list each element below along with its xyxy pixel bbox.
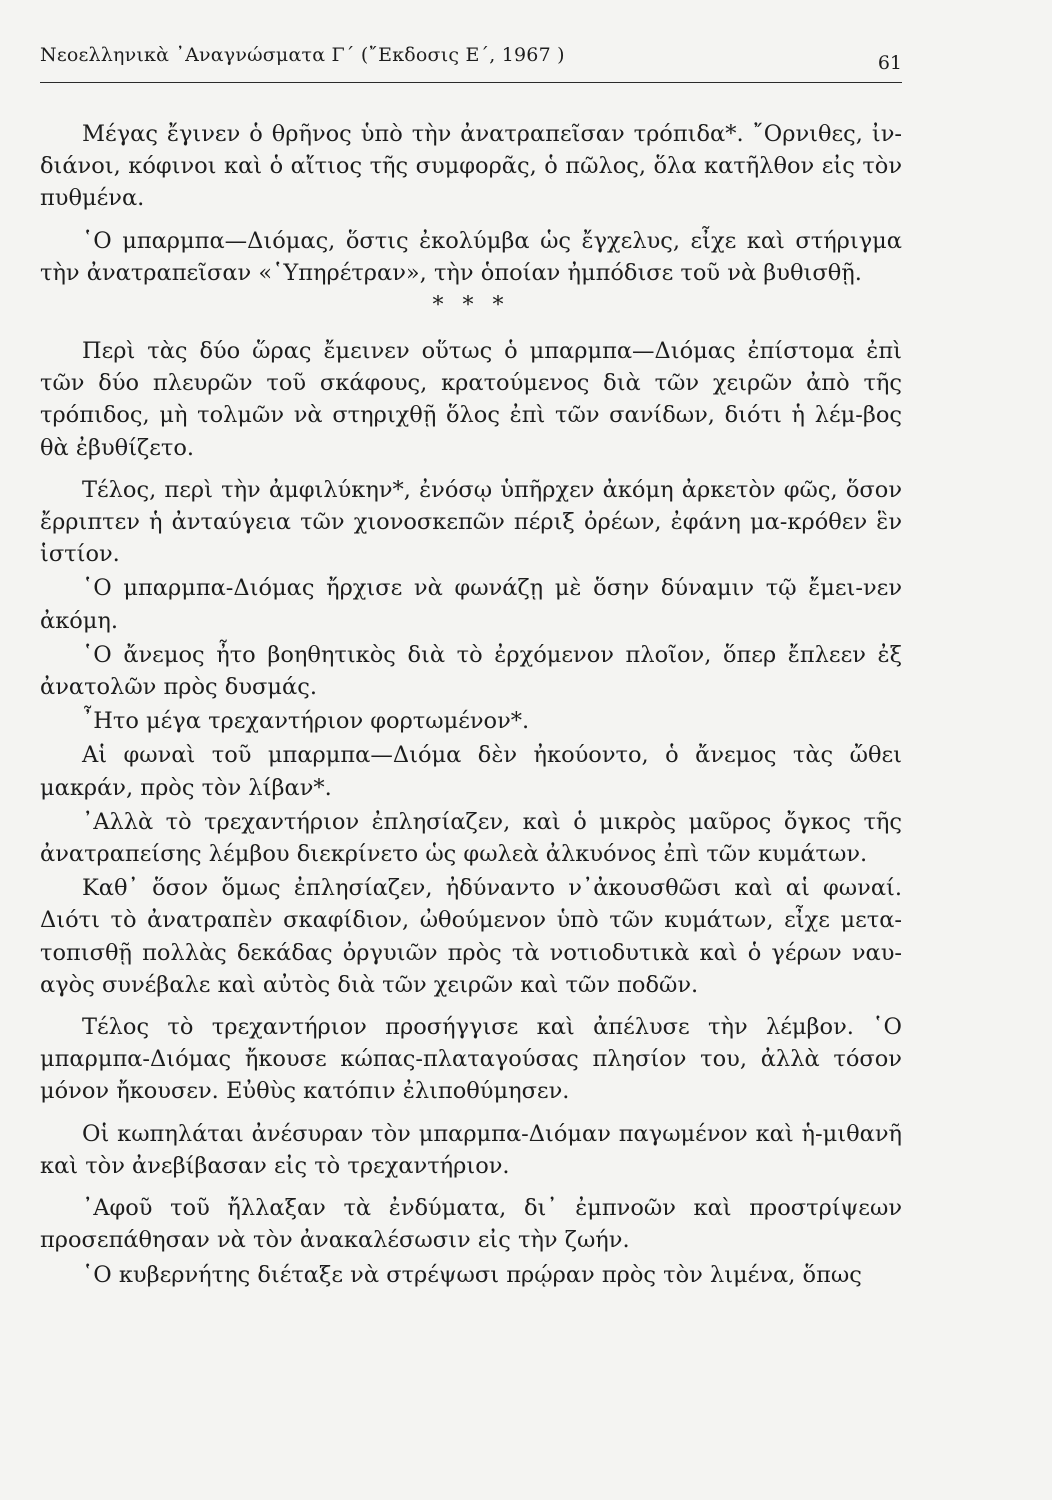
running-title: Νεοελληνικὰ ᾿Αναγνώσματα Γ΄ (῎Εκδοσις Ε΄, 1967 ) (40, 44, 565, 66)
paragraph-3: Περὶ τὰς δύο ὥρας ἔμεινεν οὕτως ὁ μπαρμπα—Διόμας ἐπίστομα ἐπὶ τῶν δύο πλευρῶν τοῦ σκάφους, κρατούμενος διὰ τῶν χειρῶν ἀπὸ τῆς τρόπιδος, μὴ τολμῶν νὰ στηριχθῇ ὅλος ἐπὶ τῶν σανίδων, διότι ἡ λέμ-βος θὰ ἐβυθίζετο. (40, 338, 902, 461)
paragraph-12: Οἱ κωπηλάται ἀνέσυραν τὸν μπαρμπα-Διόμαν παγωμένον καὶ ἡ-μιθανῆ καὶ τὸν ἀνεβίβασαν εἰς τὸ τρεχαντήριον. (40, 1120, 902, 1179)
paragraph-13: ᾿Αφοῦ τοῦ ἤλλαξαν τὰ ἐνδύματα, δι᾿ ἐμπνοῶν καὶ προστρίψεων προσεπάθησαν νὰ τὸν ἀνακαλέσωσιν εἰς τὴν ζωήν. (40, 1195, 902, 1254)
section-separator: * * * (432, 293, 510, 319)
paragraph-9: ᾿Αλλὰ τὸ τρεχαντήριον ἐπλησίαζεν, καὶ ὁ μικρὸς μαῦρος ὄγκος τῆς ἀνατραπείσης λέμβου διεκρίνετο ὡς φωλεὰ ἀλκυόνος ἐπὶ τῶν κυμάτων. (40, 808, 902, 868)
paragraph-14: ῾Ο κυβερνήτης διέταξε νὰ στρέψωσι πρῴραν πρὸς τὸν λιμένα, ὅπως (82, 1261, 862, 1288)
paragraph-5: ῾Ο μπαρμπα-Διόμας ἤρχισε νὰ φωνάζῃ μὲ ὅσην δύναμιν τῷ ἔμει-νεν ἀκόμη. (40, 575, 902, 634)
page-number: 61 (877, 52, 902, 74)
paragraph-8: Αἱ φωναὶ τοῦ μπαρμπα—Διόμα δὲν ἠκούοντο, ὁ ἄνεμος τὰς ὤθει μακράν, πρὸς τὸν λίβαν*. (40, 742, 902, 801)
paragraph-1: Μέγας ἔγινεν ὁ θρῆνος ὑπὸ τὴν ἀνατραπεῖσαν τρόπιδα*. ῎Ορνιθες, ἰν-διάνοι, κόφινοι καὶ ὁ αἴτιος τῆς συμφορᾶς, ὁ πῶλος, ὅλα κατῆλθον εἰς τὸν πυθμένα. (40, 121, 902, 212)
paragraph-2: ῾Ο μπαρμπα—Διόμας, ὅστις ἐκολύμβα ὡς ἔγχελυς, εἶχε καὶ στήριγμα τὴν ἀνατραπεῖσαν «῾Υπηρέτραν», τὴν ὁποίαν ἠμπόδισε τοῦ νὰ βυθισθῇ. (40, 227, 902, 286)
paragraph-4: Τέλος, περὶ τὴν ἀμφιλύκην*, ἐνόσῳ ὑπῆρχεν ἀκόμη ἀρκετὸν φῶς, ὅσον ἔρριπτεν ἡ ἀνταύγεια τῶν χιονοσκεπῶν πέριξ ὀρέων, ἐφάνη μα-κρόθεν ἓν ἱστίον. (40, 476, 902, 568)
paragraph-7: ῏Ητο μέγα τρεχαντήριον φορτωμένον*. (82, 708, 530, 735)
running-header (40, 40, 902, 83)
paragraph-6: ῾Ο ἄνεμος ἦτο βοηθητικὸς διὰ τὸ ἐρχόμενον πλοῖον, ὅπερ ἔπλεεν ἐξ ἀνατολῶν πρὸς δυσμάς. (40, 641, 902, 701)
body-text (40, 118, 902, 1293)
paragraph-10: Καθ᾿ ὅσον ὅμως ἐπλησίαζεν, ἠδύναντο ν᾿ἀκουσθῶσι καὶ αἱ φωναί. Διότι τὸ ἀνατραπὲν σκαφίδιον, ὠθούμενον ὑπὸ τῶν κυμάτων, εἶχε μετα-τοπισθῇ πολλὰς δεκάδας ὀργυιῶν πρὸς τὰ νοτιοδυτικὰ καὶ ὁ γέρων ναυ-αγὸς συνέβαλε καὶ αὐτὸς διὰ τῶν χειρῶν καὶ τῶν ποδῶν. (40, 875, 902, 998)
paragraph-11: Τέλος τὸ τρεχαντήριον προσήγγισε καὶ ἀπέλυσε τὴν λέμβον. ῾Ο μπαρμπα-Διόμας ἤκουσε κώπας-πλαταγούσας πλησίον του, ἀλλὰ τόσον μόνον ἤκουσεν. Εὐθὺς κατόπιν ἐλιποθύμησεν. (40, 1014, 902, 1105)
